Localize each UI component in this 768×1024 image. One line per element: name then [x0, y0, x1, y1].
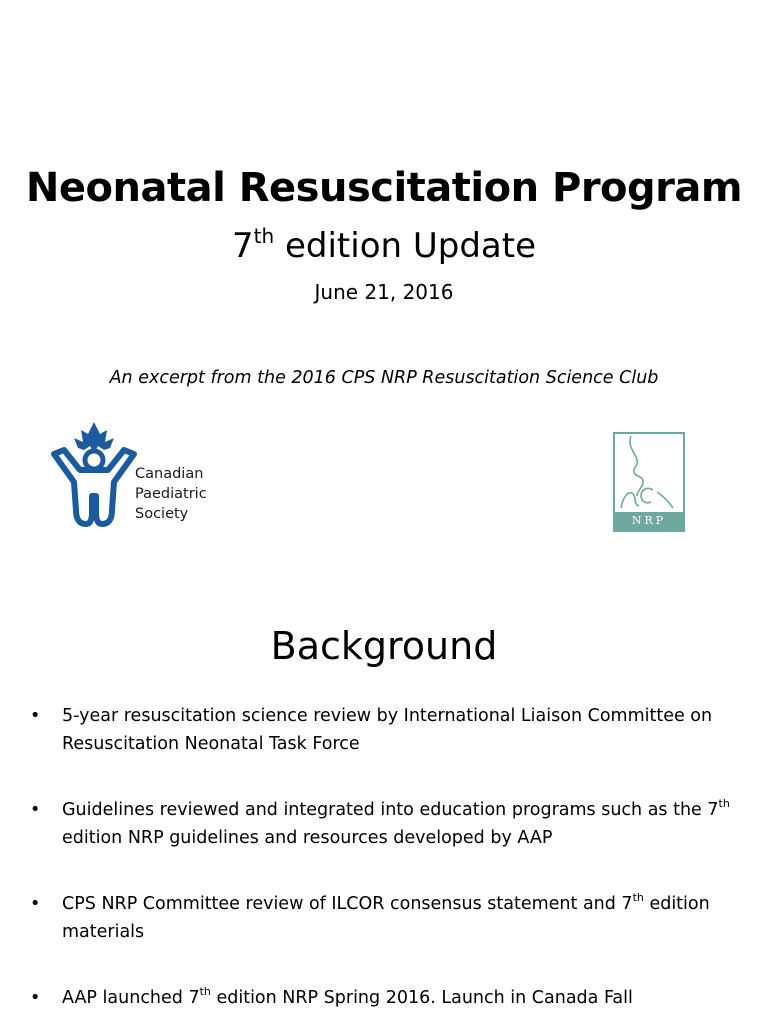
slide-date: June 21, 2016 [314, 280, 454, 304]
bullet-text: CPS NRP Committee review of ILCOR consensus statement and 7 [62, 894, 633, 914]
bullet-glyph: • [30, 800, 41, 820]
slide-title: Neonatal Resuscitation Program [25, 165, 743, 211]
bullet-text: edition NRP Spring 2016. Launch in Canada Fall [210, 988, 633, 1008]
subtitle-superscript: th [253, 224, 275, 248]
bullet-text: Guidelines reviewed and integrated into education programs such as the 7 [62, 800, 719, 820]
bullet-superscript: th [199, 985, 211, 998]
bullet-text: AAP launched 7 [62, 988, 200, 1008]
subtitle-edition-number: 7 [232, 226, 254, 266]
excerpt-note: An excerpt from the 2016 CPS NRP Resuscitation Science Club [109, 368, 659, 388]
subtitle-text: edition Update [274, 226, 536, 266]
bullet-text: edition NRP guidelines and resources developed by AAP [62, 828, 553, 848]
bullet-glyph: • [30, 706, 41, 726]
nrp-logo-label: NRP [631, 514, 667, 527]
list-item [30, 890, 730, 946]
maple-leaf-child-icon [50, 420, 140, 528]
list-item [30, 702, 730, 758]
bullet-superscript: th [632, 891, 644, 904]
bullet-text: 5-year resuscitation science review by International Liaison Committee on Resuscitation Neonatal Task Force [62, 706, 713, 754]
cps-logo-line: Canadian [135, 466, 204, 482]
list-item [30, 984, 730, 1012]
bullet-list [30, 702, 730, 1024]
slide-subtitle [0, 225, 768, 267]
background-slide [0, 576, 768, 1024]
cps-logo-line: Society [135, 506, 189, 522]
bullet-text: edition materials [62, 894, 710, 942]
nrp-logo [613, 432, 685, 532]
bullet-glyph: • [30, 988, 41, 1008]
list-item [30, 796, 730, 852]
bullet-superscript: th [718, 797, 730, 810]
background-title: Background [270, 624, 498, 668]
cps-logo [50, 420, 220, 528]
cps-logo-line: Paediatric [135, 486, 207, 502]
cps-logo-text [135, 464, 207, 524]
bullet-glyph: • [30, 894, 41, 914]
